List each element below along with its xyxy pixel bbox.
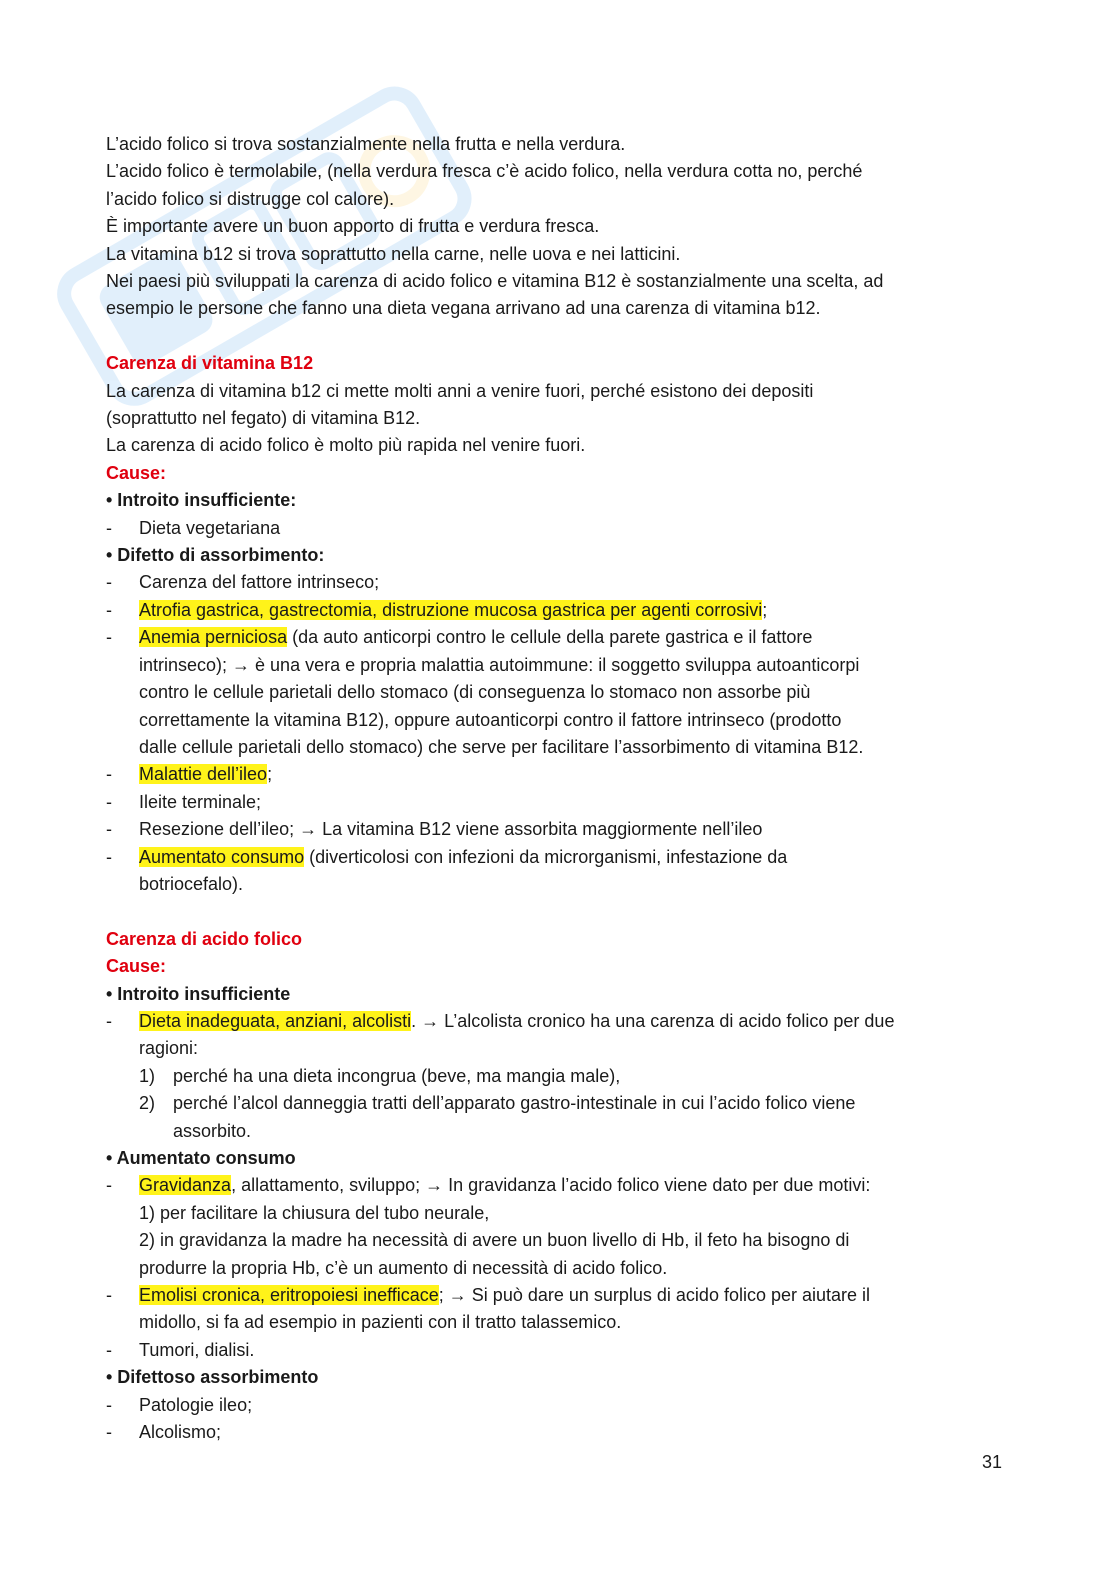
list-item-continuation: intrinseco); → è una vera e propria malattia autoimmune: il soggetto sviluppa autoanticorpi [139, 654, 860, 675]
folic-group-assorbimento: • Difettoso assorbimento [106, 1367, 319, 1388]
b12-paragraph-line: La carenza di acido folico è molto più rapida nel venire fuori. [106, 435, 586, 456]
list-item-continuation: dalle cellule parietali dello stomaco) che serve per facilitare l’assorbimento di vitamina B12. [139, 736, 864, 757]
list-item-continuation: botriocefalo). [139, 873, 244, 894]
list-item-continuation: contro le cellule parietali dello stomaco (di conseguenza lo stomaco non assorbe più [139, 682, 811, 703]
intro-line-1: L’acido folico si trova sostanzialmente nella frutta e nella verdura. [106, 134, 626, 154]
list-item: - Aumentato consumo (diverticolosi con infezioni da microrganismi, infestazione da [106, 846, 788, 867]
folic-group-introito: • Introito insufficiente [106, 983, 291, 1004]
numbered-item: 1) perché ha una dieta incongrua (beve, ma mangia male), [139, 1065, 621, 1086]
b12-group-assorbimento: • Difetto di assorbimento: [106, 545, 325, 566]
folic-heading: Carenza di acido folico [106, 928, 303, 949]
document-page [106, 131, 1006, 1446]
list-item: - Atrofia gastrica, gastrectomia, distruzione mucosa gastrica per agenti corrosivi; [106, 599, 768, 620]
list-item-continuation: 2) in gravidanza la madre ha necessità di avere un buon livello di Hb, il feto ha bisogno di [139, 1230, 850, 1251]
list-item: - Malattie dell’ileo; [106, 764, 273, 785]
highlighted-text: Atrofia gastrica, gastrectomia, distruzione mucosa gastrica per agenti corrosivi [139, 599, 763, 620]
list-item: - Anemia perniciosa (da auto anticorpi contro le cellule della parete gastrica e il fattore [106, 627, 813, 648]
list-item-continuation: 1) per facilitare la chiusura del tubo neurale, [139, 1202, 490, 1223]
intro-line-6: Nei paesi più sviluppati la carenza di acido folico e vitamina B12 è sostanzialmente una scelta, ad [106, 271, 884, 292]
b12-paragraph-line: (soprattutto nel fegato) di vitamina B12. [106, 408, 421, 429]
list-item: - Emolisi cronica, eritropoiesi inefficace; → Si può dare un surplus di acido folico per aiutare il [106, 1285, 871, 1306]
list-item-continuation: correttamente la vitamina B12), oppure autoanticorpi contro il fattore intrinseco (prodotto [139, 709, 842, 730]
list-item: - Dieta inadeguata, anziani, alcolisti. → L’alcolista cronico ha una carenza di acido folico per due [106, 1010, 895, 1031]
highlighted-text: Aumentato consumo [139, 846, 305, 867]
list-item-continuation: produrre la propria Hb, c’è un aumento di necessità di acido folico. [139, 1257, 668, 1278]
list-item: - Gravidanza, allattamento, sviluppo; → In gravidanza l’acido folico viene dato per due motivi: [106, 1175, 871, 1196]
page-number: 31 [982, 1452, 1003, 1472]
b12-heading: Carenza di vitamina B12 [106, 353, 314, 374]
list-item: - Patologie ileo; [106, 1394, 253, 1415]
intro-line-3: l’acido folico si distrugge col calore). [106, 188, 395, 209]
folic-group-consumo: • Aumentato consumo [106, 1148, 296, 1168]
list-item: - Resezione dell’ileo; → La vitamina B12 viene assorbita maggiormente nell’ileo [106, 819, 763, 840]
numbered-item: 2) perché l’alcol danneggia tratti dell’apparato gastro-intestinale in cui l’acido folico viene [139, 1093, 856, 1114]
list-item-continuation: midollo, si fa ad esempio in pazienti con il tratto talassemico. [139, 1312, 622, 1333]
list-item: - Alcolismo; [106, 1422, 222, 1443]
highlighted-text: Dieta inadeguata, anziani, alcolisti [139, 1010, 412, 1031]
highlighted-text: Malattie dell’ileo [139, 764, 268, 785]
list-item: - Dieta vegetariana [106, 517, 281, 538]
list-item: - Ileite terminale; [106, 791, 262, 812]
list-item-continuation: ragioni: [139, 1038, 199, 1059]
b12-group-introito: • Introito insufficiente: [106, 490, 297, 511]
list-item: - Tumori, dialisi. [106, 1339, 255, 1360]
numbered-item-continuation: assorbito. [173, 1120, 252, 1141]
intro-line-5: La vitamina b12 si trova soprattutto nella carne, nelle uova e nei latticini. [106, 243, 681, 264]
highlighted-text: Emolisi cronica, eritropoiesi inefficace [139, 1285, 439, 1306]
highlighted-text: Gravidanza [139, 1175, 232, 1196]
b12-paragraph-line: La carenza di vitamina b12 ci mette molti anni a venire fuori, perché esistono dei depositi [106, 380, 814, 401]
b12-cause-label: Cause: [106, 462, 167, 483]
intro-line-2: L’acido folico è termolabile, (nella verdura fresca c’è acido folico, nella verdura cotta no, perché [106, 161, 863, 182]
intro-line-7: esempio le persone che fanno una dieta vegana arrivano ad una carenza di vitamina b12. [106, 298, 821, 319]
folic-cause-label: Cause: [106, 956, 167, 977]
highlighted-text: Anemia perniciosa [139, 627, 288, 648]
intro-line-4: È importante avere un buon apporto di frutta e verdura fresca. [106, 216, 600, 237]
list-item: - Carenza del fattore intrinseco; [106, 572, 380, 593]
